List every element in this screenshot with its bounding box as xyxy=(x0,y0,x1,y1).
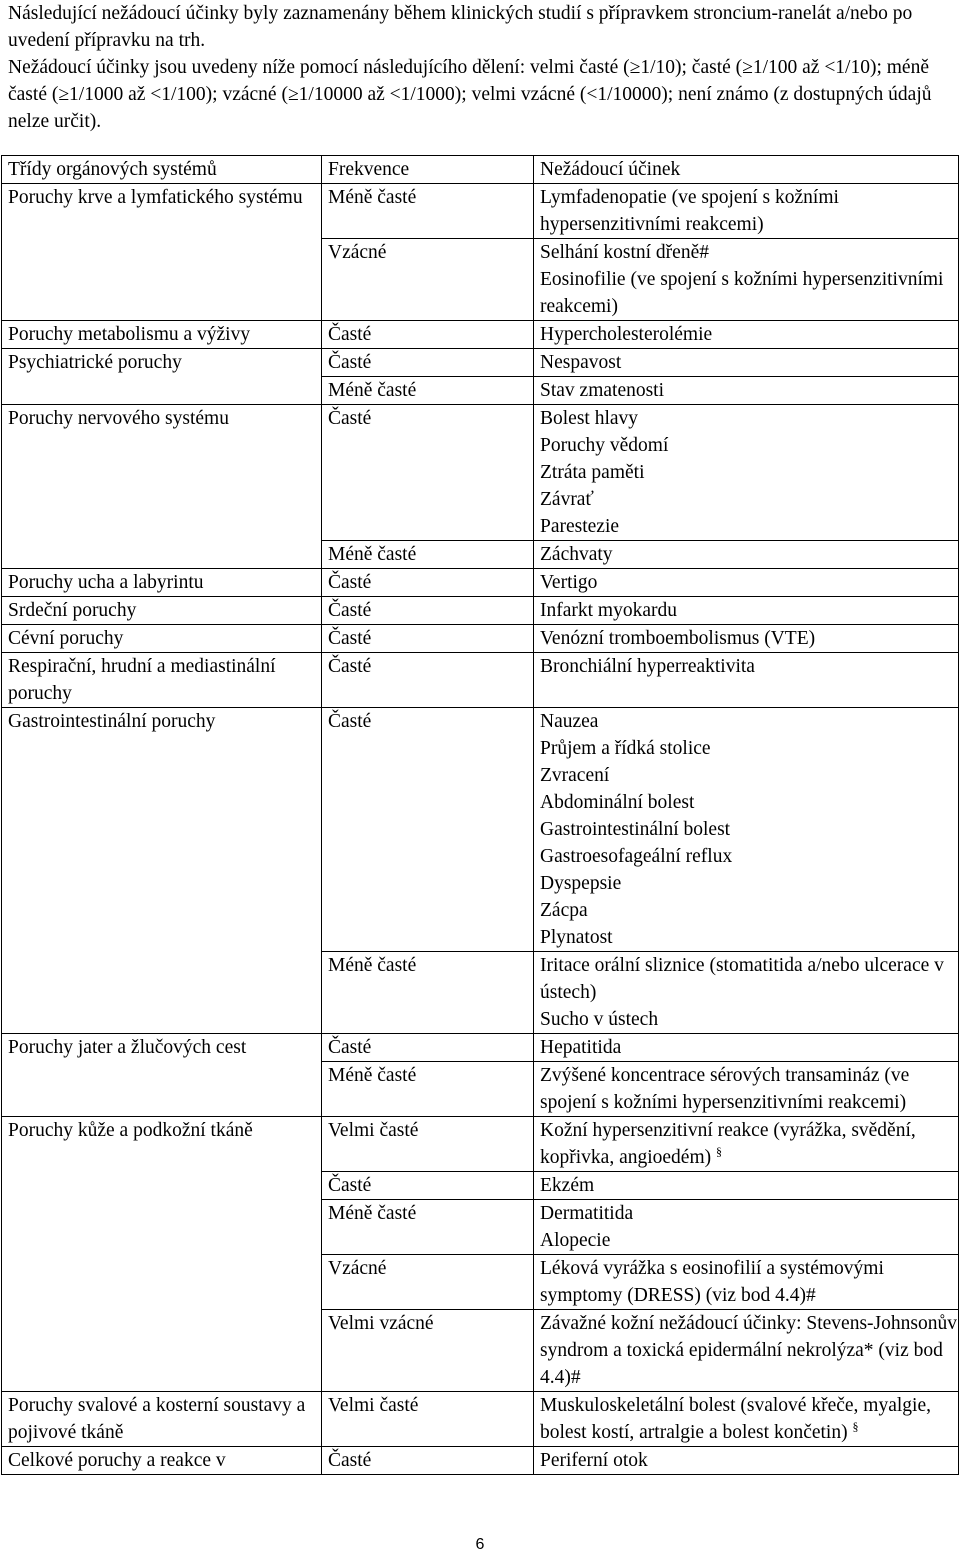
frequency: Velmi časté xyxy=(322,1392,534,1447)
adverse-effects xyxy=(534,1172,959,1200)
adverse-effect xyxy=(540,1255,958,1309)
organ-system-class: Poruchy krve a lymfatického systému xyxy=(2,184,322,321)
organ-system-class: Poruchy nervového systému xyxy=(2,405,322,569)
table-row xyxy=(2,1447,959,1475)
adverse-effects xyxy=(534,541,959,569)
frequency: Méně časté xyxy=(322,184,534,239)
adverse-effects xyxy=(534,349,959,377)
adverse-effects xyxy=(534,377,959,405)
adverse-effect-text: Abdominální bolest xyxy=(540,792,695,813)
organ-system-class: Cévní poruchy xyxy=(2,625,322,653)
adverse-effect xyxy=(540,184,958,238)
adverse-effect xyxy=(540,239,958,266)
adverse-effect xyxy=(540,1034,958,1061)
adverse-effect-text: Průjem a řídká stolice xyxy=(540,738,711,759)
adverse-effect-text: Selhání kostní dřeně# xyxy=(540,242,709,263)
table-row xyxy=(2,405,959,541)
adverse-effect xyxy=(540,1310,958,1391)
adverse-effect xyxy=(540,1227,958,1254)
adverse-effect-text: Hypercholesterolémie xyxy=(540,324,713,345)
adverse-effect xyxy=(540,653,958,680)
adverse-effect-text: Venózní tromboembolismus (VTE) xyxy=(540,628,816,649)
adverse-effects xyxy=(534,1255,959,1310)
table-row xyxy=(2,708,959,952)
adverse-effect-text: Léková vyrážka s eosinofilií a systémovými symptomy (DRESS) (viz bod 4.4)# xyxy=(540,1258,884,1306)
adverse-effects xyxy=(534,708,959,952)
adverse-effects xyxy=(534,321,959,349)
table-row xyxy=(2,1392,959,1447)
adverse-effect xyxy=(540,1117,958,1171)
header-frequency: Frekvence xyxy=(322,156,534,184)
adverse-effect xyxy=(540,897,958,924)
adverse-effect xyxy=(540,1006,958,1033)
adverse-effect xyxy=(540,459,958,486)
table-header-row xyxy=(2,156,959,184)
adverse-effects xyxy=(534,1392,959,1447)
frequency: Časté xyxy=(322,569,534,597)
adverse-effect-text: Zvýšené koncentrace sérových transamináz (ve spojení s kožními hypersenzitivními reakcemi) xyxy=(540,1065,910,1113)
adverse-effect-text: Vertigo xyxy=(540,572,598,593)
adverse-effect xyxy=(540,816,958,843)
adverse-effect xyxy=(540,870,958,897)
table-row xyxy=(2,1117,959,1172)
frequency: Méně časté xyxy=(322,377,534,405)
adverse-effect xyxy=(540,924,958,951)
adverse-effect xyxy=(540,513,958,540)
table-row xyxy=(2,625,959,653)
adverse-effect xyxy=(540,349,958,376)
adverse-effect xyxy=(540,405,958,432)
adverse-effect-text: Gastrointestinální bolest xyxy=(540,819,731,840)
table-row xyxy=(2,349,959,377)
adverse-effects xyxy=(534,1117,959,1172)
frequency: Časté xyxy=(322,708,534,952)
adverse-effect-text: Záchvaty xyxy=(540,544,613,565)
adverse-effects xyxy=(534,1310,959,1392)
intro-paragraph-2: Nežádoucí účinky jsou uvedeny níže pomocí následujícího dělení: velmi časté (≥1/10); časté (≥1/100 až <1/10); méně časté (≥1/1000 až <1/100); vzácné (≥1/10000 až <1/1000); velmi vzácné (<1/10000); není známo (z dostupných údajů nelze určit). xyxy=(8,57,932,132)
adverse-effect-text: Závrať xyxy=(540,489,594,510)
adverse-effect xyxy=(540,597,958,624)
adverse-effect-text: Kožní hypersenzitivní reakce (vyrážka, svědění, kopřivka, angioedém) xyxy=(540,1120,916,1168)
adverse-effects xyxy=(534,569,959,597)
adverse-effect-text: Hepatitida xyxy=(540,1037,622,1058)
table-body xyxy=(2,184,959,1475)
adverse-effects xyxy=(534,1447,959,1475)
adverse-effects xyxy=(534,405,959,541)
organ-system-class: Poruchy jater a žlučových cest xyxy=(2,1034,322,1117)
adverse-effect-text: Plynatost xyxy=(540,927,613,948)
header-soc: Třídy orgánových systémů xyxy=(2,156,322,184)
table-row xyxy=(2,1034,959,1062)
organ-system-class: Poruchy svalové a kosterní soustavy a pojivové tkáně xyxy=(2,1392,322,1447)
organ-system-class: Psychiatrické poruchy xyxy=(2,349,322,405)
adverse-effect-text: Eosinofilie (ve spojení s kožními hypersenzitivními reakcemi) xyxy=(540,269,944,317)
table-row xyxy=(2,184,959,239)
adverse-effect-text: Iritace orální sliznice (stomatitida a/nebo ulcerace v ústech) xyxy=(540,955,944,1003)
adverse-effect-text: Muskuloskeletální bolest (svalové křeče, myalgie, bolest kostí, artralgie a bolest končetin) xyxy=(540,1395,931,1443)
organ-system-class: Srdeční poruchy xyxy=(2,597,322,625)
adverse-effects-table xyxy=(1,155,959,1475)
footnote-marker: § xyxy=(716,1144,722,1159)
frequency: Časté xyxy=(322,321,534,349)
adverse-effect-text: Nespavost xyxy=(540,352,622,373)
adverse-effect-text: Sucho v ústech xyxy=(540,1009,659,1030)
frequency: Časté xyxy=(322,625,534,653)
adverse-effect xyxy=(540,1062,958,1116)
frequency: Vzácné xyxy=(322,1255,534,1310)
adverse-effect-text: Závažné kožní nežádoucí účinky: Stevens-Johnsonův syndrom a toxická epidermální nekrolýza* (viz bod 4.4)# xyxy=(540,1313,957,1388)
adverse-effects xyxy=(534,1200,959,1255)
adverse-effect-text: Lymfadenopatie (ve spojení s kožními hypersenzitivními reakcemi) xyxy=(540,187,839,235)
frequency: Časté xyxy=(322,405,534,541)
adverse-effects xyxy=(534,1062,959,1117)
organ-system-class: Poruchy kůže a podkožní tkáně xyxy=(2,1117,322,1392)
adverse-effect xyxy=(540,952,958,1006)
frequency: Časté xyxy=(322,1447,534,1475)
adverse-effect-text: Zvracení xyxy=(540,765,610,786)
adverse-effect-text: Bolest hlavy xyxy=(540,408,639,429)
adverse-effect-text: Gastroesofageální reflux xyxy=(540,846,733,867)
frequency: Časté xyxy=(322,349,534,377)
organ-system-class: Respirační, hrudní a mediastinální poruchy xyxy=(2,653,322,708)
adverse-effect-text: Poruchy vědomí xyxy=(540,435,669,456)
intro-text xyxy=(8,0,953,135)
adverse-effects xyxy=(534,952,959,1034)
frequency: Méně časté xyxy=(322,541,534,569)
table-row xyxy=(2,653,959,708)
frequency: Velmi časté xyxy=(322,1117,534,1172)
adverse-effect-text: Nauzea xyxy=(540,711,599,732)
frequency: Časté xyxy=(322,1034,534,1062)
adverse-effect-text: Ekzém xyxy=(540,1175,595,1196)
adverse-effect xyxy=(540,1172,958,1199)
adverse-effect-text: Infarkt myokardu xyxy=(540,600,677,621)
intro-paragraph-1: Následující nežádoucí účinky byly zaznamenány během klinických studií s přípravkem stroncium-ranelát a/nebo po uvedení přípravku na trh. xyxy=(8,3,913,51)
adverse-effect xyxy=(540,735,958,762)
adverse-effect xyxy=(540,266,958,320)
adverse-effect-text: Ztráta paměti xyxy=(540,462,645,483)
organ-system-class: Poruchy ucha a labyrintu xyxy=(2,569,322,597)
adverse-effects xyxy=(534,239,959,321)
frequency: Velmi vzácné xyxy=(322,1310,534,1392)
frequency: Méně časté xyxy=(322,952,534,1034)
adverse-effect xyxy=(540,762,958,789)
adverse-effect-text: Bronchiální hyperreaktivita xyxy=(540,656,755,677)
footnote-marker: § xyxy=(852,1419,859,1434)
adverse-effects xyxy=(534,1034,959,1062)
adverse-effect-text: Alopecie xyxy=(540,1230,611,1251)
frequency: Časté xyxy=(322,1172,534,1200)
adverse-effect-text: Stav zmatenosti xyxy=(540,380,665,401)
adverse-effect xyxy=(540,843,958,870)
adverse-effect xyxy=(540,708,958,735)
frequency: Časté xyxy=(322,597,534,625)
organ-system-class: Gastrointestinální poruchy xyxy=(2,708,322,1034)
organ-system-class: Poruchy metabolismu a výživy xyxy=(2,321,322,349)
adverse-effect xyxy=(540,625,958,652)
adverse-effects xyxy=(534,184,959,239)
adverse-effect xyxy=(540,789,958,816)
adverse-effect xyxy=(540,1200,958,1227)
table-row xyxy=(2,569,959,597)
adverse-effect-text: Zácpa xyxy=(540,900,588,921)
adverse-effect xyxy=(540,1447,958,1474)
table-row xyxy=(2,597,959,625)
page-number: 6 xyxy=(475,1536,485,1553)
organ-system-class: Celkové poruchy a reakce v xyxy=(2,1447,322,1475)
frequency: Časté xyxy=(322,653,534,708)
adverse-effect-text: Dyspepsie xyxy=(540,873,622,894)
adverse-effect xyxy=(540,486,958,513)
adverse-effects xyxy=(534,597,959,625)
adverse-effect-text: Parestezie xyxy=(540,516,620,537)
adverse-effect xyxy=(540,1392,958,1446)
header-effect: Nežádoucí účinek xyxy=(534,156,959,184)
adverse-effect xyxy=(540,377,958,404)
frequency: Méně časté xyxy=(322,1200,534,1255)
adverse-effect xyxy=(540,569,958,596)
adverse-effect-text: Dermatitida xyxy=(540,1203,634,1224)
adverse-effect xyxy=(540,432,958,459)
adverse-effects xyxy=(534,653,959,708)
adverse-effects xyxy=(534,625,959,653)
adverse-effect-text: Periferní otok xyxy=(540,1450,648,1471)
table-row xyxy=(2,321,959,349)
frequency: Vzácné xyxy=(322,239,534,321)
adverse-effect xyxy=(540,321,958,348)
adverse-effect xyxy=(540,541,958,568)
frequency: Méně časté xyxy=(322,1062,534,1117)
